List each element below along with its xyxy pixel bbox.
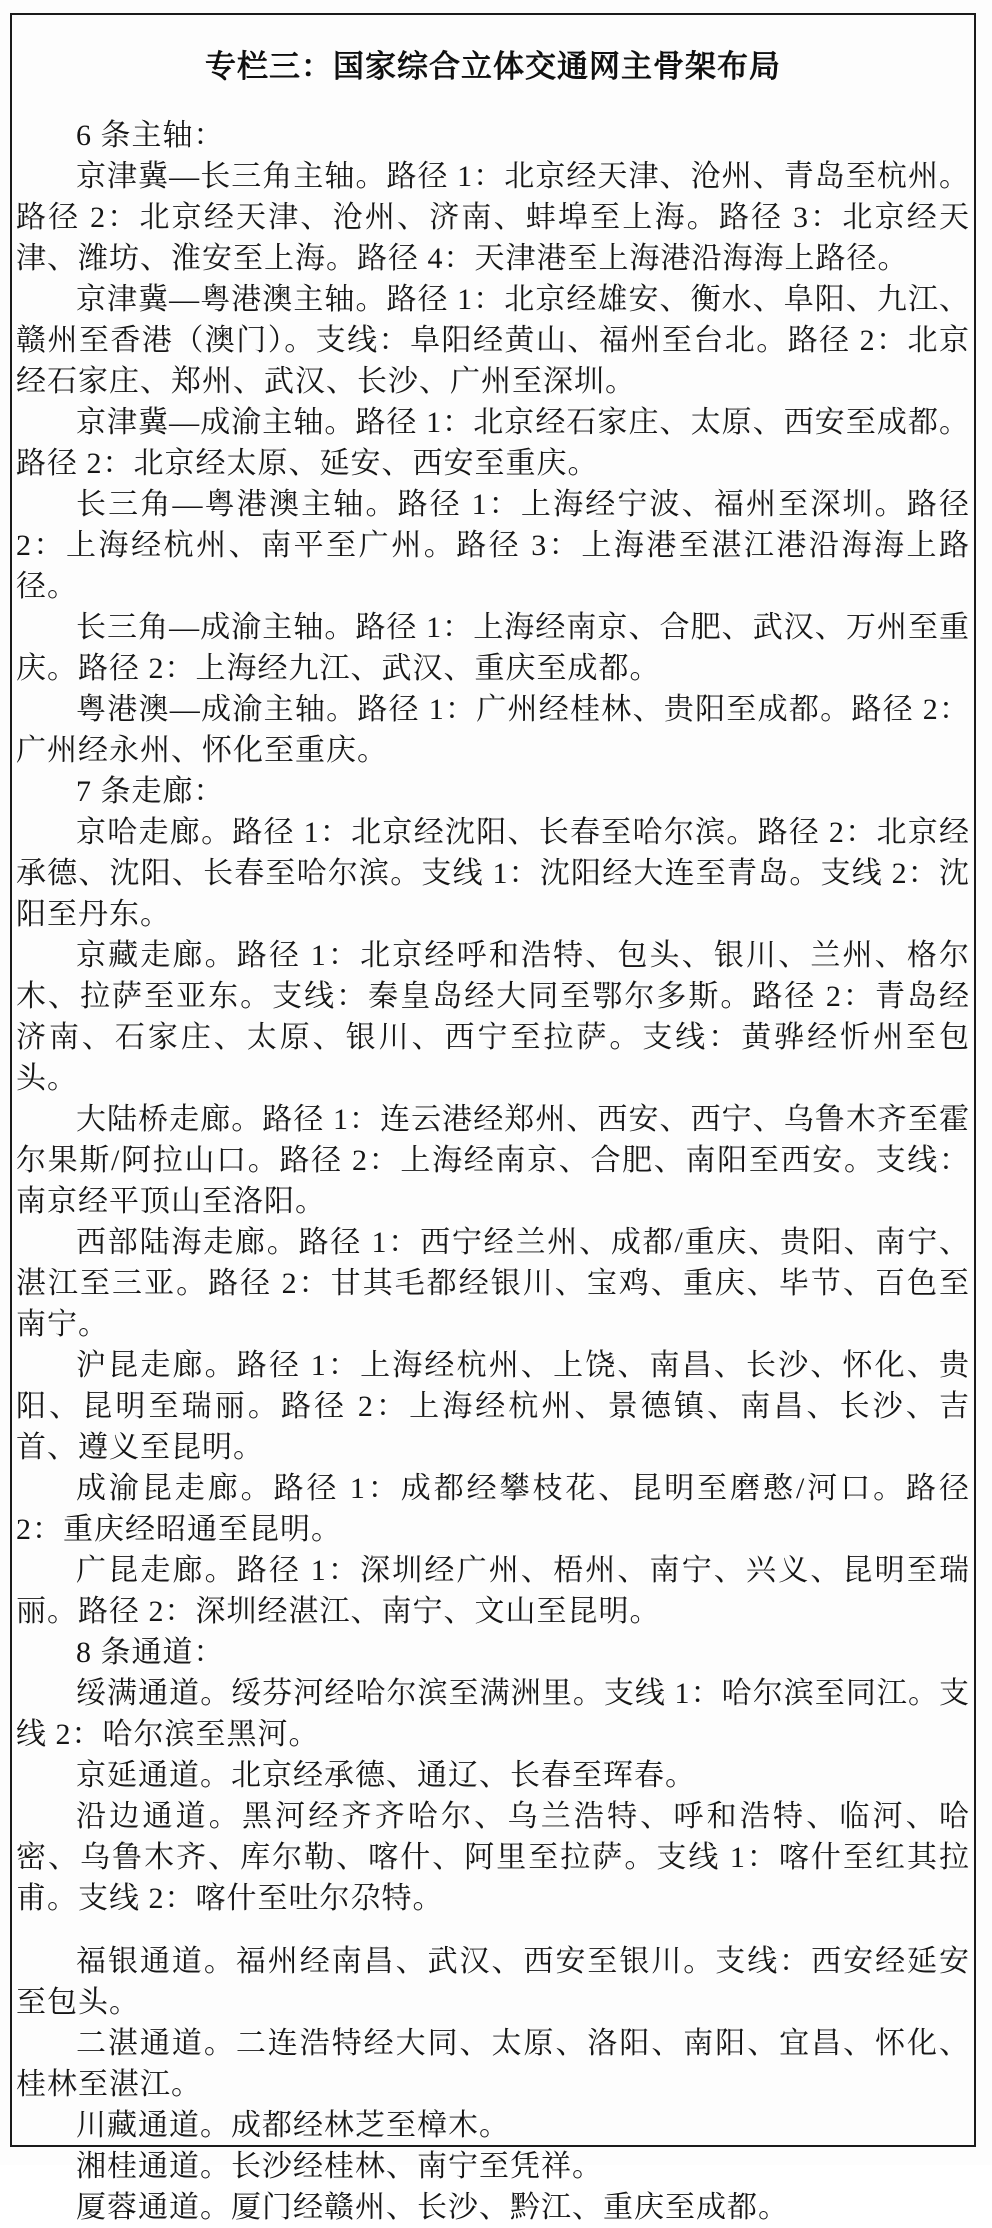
section-heading-channels: 8 条通道： — [76, 1636, 225, 1669]
paragraph: 京津冀—成渝主轴。路径 1：北京经石家庄、太原、西安至成都。路径 2：北京经太原、延安、西安至重庆。 — [16, 406, 970, 480]
section-heading-main-axes: 6 条主轴： — [76, 119, 225, 152]
paragraph: 京藏走廊。路径 1：北京经呼和浩特、包头、银川、兰州、格尔木、拉萨至亚东。支线：秦皇岛经大同至鄂尔多斯。路径 2：青岛经济南、石家庄、太原、银川、西宁至拉萨。支线：黄骅经忻州至包头。 — [16, 939, 970, 1095]
paragraph: 湘桂通道。长沙经桂林、南宁至凭祥。 — [76, 2150, 603, 2183]
callout-box — [10, 13, 976, 2224]
paragraph: 厦蓉通道。厦门经赣州、长沙、黔江、重庆至成都。 — [76, 2191, 789, 2224]
paragraph: 福银通道。福州经南昌、武汉、西安至银川。支线：西安经延安至包头。 — [16, 1945, 970, 2019]
paragraph: 广昆走廊。路径 1：深圳经广州、梧州、南宁、兴义、昆明至瑞丽。路径 2：深圳经湛江、南宁、文山至昆明。 — [16, 1554, 970, 1628]
box-title: 专栏三：国家综合立体交通网主骨架布局 — [205, 49, 781, 84]
paragraph: 京延通道。北京经承德、通辽、长春至珲春。 — [76, 1759, 696, 1792]
paragraph: 长三角—成渝主轴。路径 1：上海经南京、合肥、武汉、万州至重庆。路径 2：上海经九江、武汉、重庆至成都。 — [16, 611, 970, 685]
paragraph: 沪昆走廊。路径 1：上海经杭州、上饶、南昌、长沙、怀化、贵阳、昆明至瑞丽。路径 2：上海经杭州、景德镇、南昌、长沙、吉首、遵义至昆明。 — [16, 1349, 970, 1464]
paragraph: 京津冀—长三角主轴。路径 1：北京经天津、沧州、青岛至杭州。路径 2：北京经天津、沧州、济南、蚌埠至上海。路径 3：北京经天津、潍坊、淮安至上海。路径 4：天津港至上海港沿海海上路径。 — [16, 160, 970, 275]
paragraph: 西部陆海走廊。路径 1：西宁经兰州、成都/重庆、贵阳、南宁、湛江至三亚。路径 2：甘其毛都经银川、宝鸡、重庆、毕节、百色至南宁。 — [16, 1226, 970, 1341]
paragraph: 沿边通道。黑河经齐齐哈尔、乌兰浩特、呼和浩特、临河、哈密、乌鲁木齐、库尔勒、喀什、阿里至拉萨。支线 1：喀什至红其拉甫。支线 2：喀什至吐尔尕特。 — [16, 1800, 970, 1915]
paragraph: 京津冀—粤港澳主轴。路径 1：北京经雄安、衡水、阜阳、九江、赣州至香港（澳门）。支线：阜阳经黄山、福州至台北。路径 2：北京经石家庄、郑州、武汉、长沙、广州至深圳。 — [16, 283, 970, 398]
paragraph: 长三角—粤港澳主轴。路径 1：上海经宁波、福州至深圳。路径 2：上海经杭州、南平至广州。路径 3：上海港至湛江港沿海海上路径。 — [16, 488, 970, 603]
section-heading-corridors: 7 条走廊： — [76, 775, 225, 808]
paragraph: 二湛通道。二连浩特经大同、太原、洛阳、南阳、宜昌、怀化、桂林至湛江。 — [16, 2027, 970, 2101]
paragraph: 京哈走廊。路径 1：北京经沈阳、长春至哈尔滨。路径 2：北京经承德、沈阳、长春至哈尔滨。支线 1：沈阳经大连至青岛。支线 2：沈阳至丹东。 — [16, 816, 970, 931]
paragraph: 粤港澳—成渝主轴。路径 1：广州经桂林、贵阳至成都。路径 2：广州经永州、怀化至重庆。 — [16, 693, 970, 767]
paragraph: 成渝昆走廊。路径 1：成都经攀枝花、昆明至磨憨/河口。路径 2：重庆经昭通至昆明。 — [16, 1472, 970, 1546]
paragraph: 大陆桥走廊。路径 1：连云港经郑州、西安、西宁、乌鲁木齐至霍尔果斯/阿拉山口。路径 2：上海经南京、合肥、南阳至西安。支线：南京经平顶山至洛阳。 — [16, 1103, 970, 1218]
paragraph: 川藏通道。成都经林芝至樟木。 — [76, 2109, 510, 2142]
paragraph: 绥满通道。绥芬河经哈尔滨至满洲里。支线 1：哈尔滨至同江。支线 2：哈尔滨至黑河。 — [16, 1677, 970, 1751]
